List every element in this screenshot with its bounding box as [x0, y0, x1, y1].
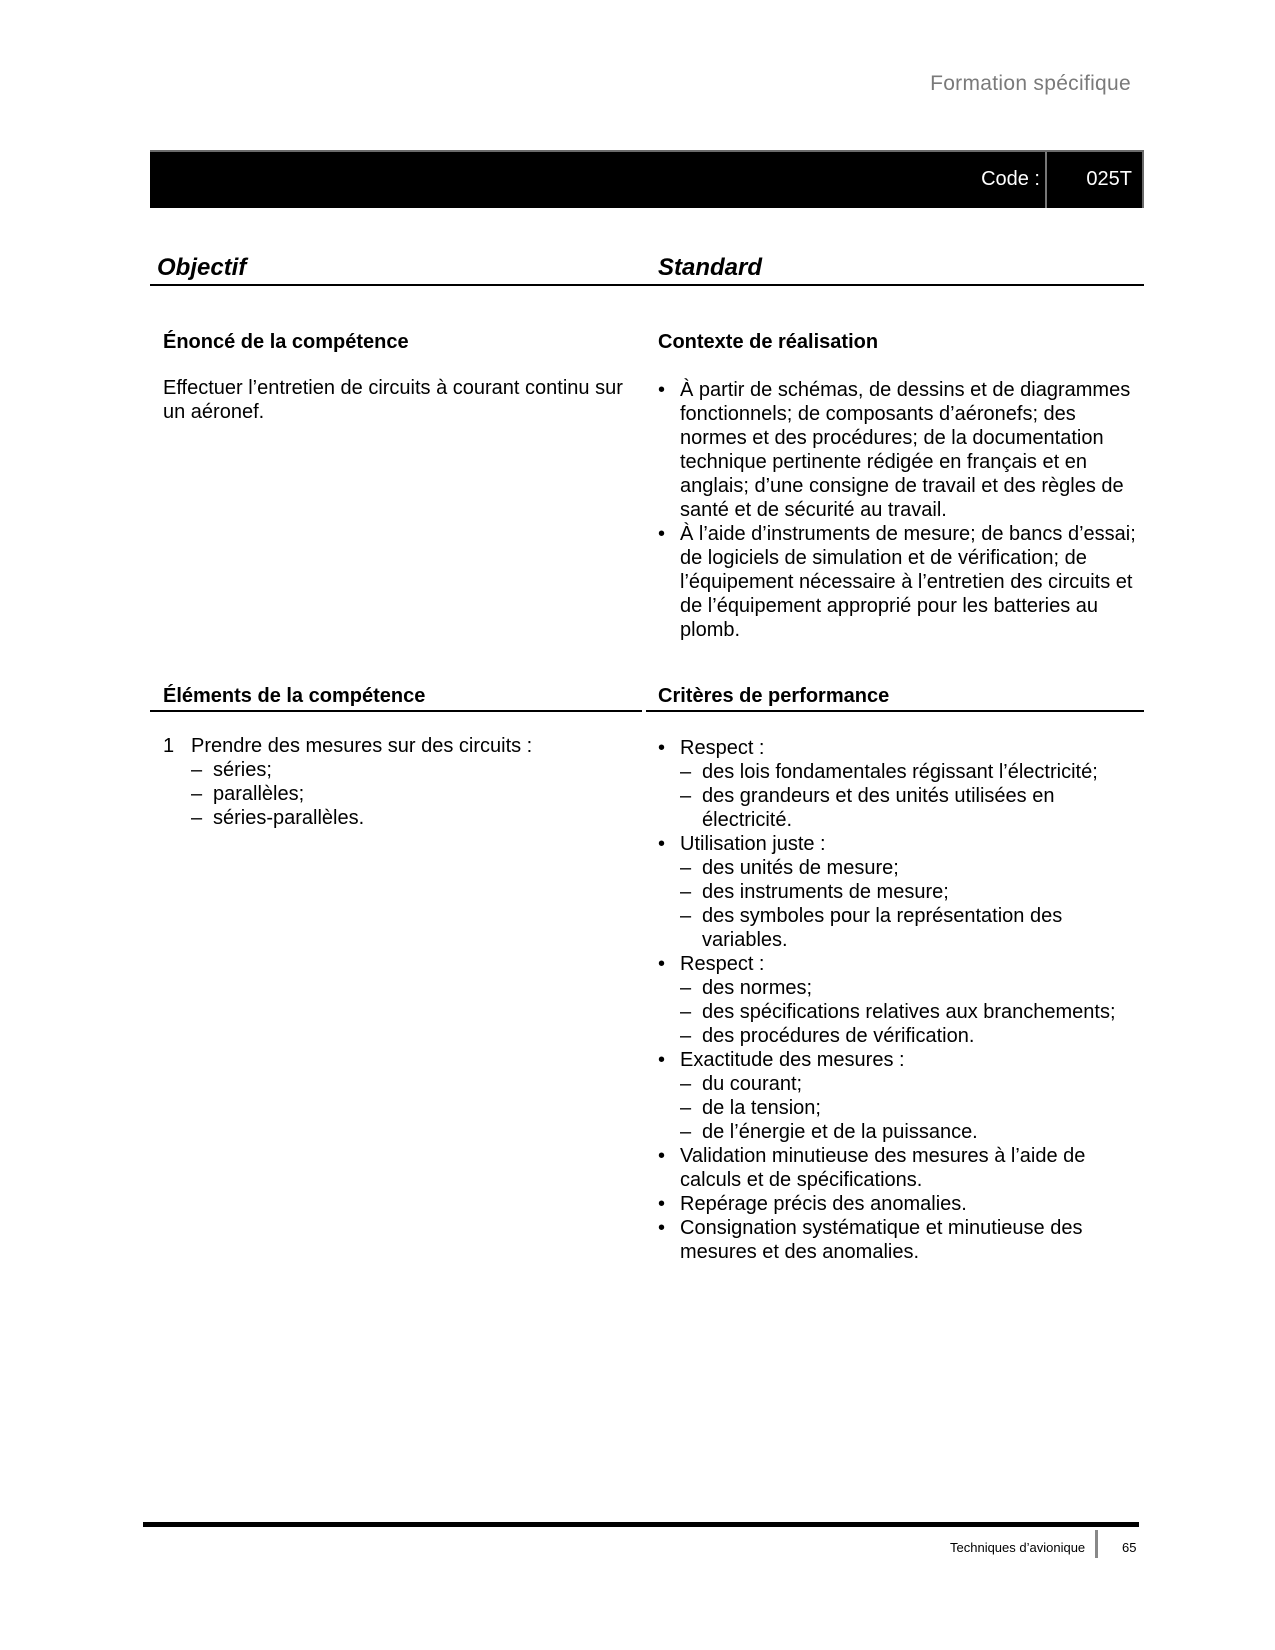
critere-sub-item: – des procédures de vérification.	[680, 1024, 1138, 1048]
critere-text: Repérage précis des anomalies.	[680, 1193, 967, 1215]
heading-rule	[150, 284, 1144, 286]
contexte-title: Contexte de réalisation	[658, 331, 879, 353]
column-heading-objectif: Objectif	[157, 254, 247, 281]
contexte-list	[658, 378, 1138, 642]
column-heading-standard: Standard	[658, 254, 763, 281]
critere-sub-item: – des grandeurs et des unités utilisées en électricité.	[680, 784, 1138, 832]
critere-sub-item: – des normes;	[680, 976, 1138, 1000]
criteres-rule	[646, 710, 1144, 712]
critere-item	[658, 832, 1138, 952]
code-divider	[1045, 152, 1047, 208]
element-item	[163, 734, 633, 830]
critere-sub-item: – de la tension;	[680, 1096, 1138, 1120]
code-label: Code :	[981, 168, 1040, 190]
critere-text: Utilisation juste :	[680, 833, 826, 855]
code-bar	[150, 150, 1144, 208]
element-text: Prendre des mesures sur des circuits :	[191, 735, 533, 757]
critere-text: Consignation systématique et minutieuse des mesures et des anomalies.	[680, 1217, 1083, 1263]
footer-rule	[143, 1522, 1139, 1527]
critere-item	[658, 1216, 1138, 1264]
footer-divider	[1095, 1530, 1098, 1558]
enonce-title: Énoncé de la compétence	[163, 331, 409, 353]
element-number: 1	[163, 735, 175, 757]
critere-sub-item: – des symboles pour la représentation des variables.	[680, 904, 1138, 952]
critere-text: Respect :	[680, 737, 765, 759]
critere-text: Validation minutieuse des mesures à l’aide de calculs et de spécifications.	[680, 1145, 1086, 1191]
critere-item	[658, 1192, 1138, 1216]
enonce-text: Effectuer l’entretien de circuits à courant continu sur un aéronef.	[163, 377, 623, 423]
elements-list	[163, 734, 633, 830]
contexte-item: • À l’aide d’instruments de mesure; de bancs d’essai; de logiciels de simulation et de vérification; de l’équipement nécessaire à l’entretien des circuits et de l’équipement approprié pour les batteries au plomb.	[658, 522, 1138, 642]
element-sub-item: – séries-parallèles.	[191, 806, 633, 830]
elements-rule	[150, 710, 642, 712]
criteres-title: Critères de performance	[658, 685, 890, 707]
critere-sub-item: – de l’énergie et de la puissance.	[680, 1120, 1138, 1144]
contexte-item: • À partir de schémas, de dessins et de diagrammes fonctionnels; de composants d’aéronefs; des normes et des procédures; de la documentation technique pertinente rédigée en français et en anglais; d’une consigne de travail et des règles de santé et de sécurité au travail.	[658, 378, 1138, 522]
page-number: 65	[1122, 1540, 1137, 1555]
critere-text: Exactitude des mesures :	[680, 1049, 905, 1071]
elements-title: Éléments de la compétence	[163, 685, 426, 707]
critere-item	[658, 1144, 1138, 1192]
critere-sub-item: – des lois fondamentales régissant l’électricité;	[680, 760, 1138, 784]
critere-item	[658, 1048, 1138, 1144]
element-sub-item: – séries;	[191, 758, 633, 782]
critere-sub-item: – des instruments de mesure;	[680, 880, 1138, 904]
critere-item	[658, 952, 1138, 1048]
critere-item	[658, 736, 1138, 832]
footer-title: Techniques d’avionique	[950, 1540, 1086, 1555]
header-label: Formation spécifique	[930, 72, 1131, 95]
critere-text: Respect :	[680, 953, 765, 975]
critere-sub-item: – des spécifications relatives aux branchements;	[680, 1000, 1138, 1024]
code-value: 025T	[1086, 168, 1132, 190]
element-sub-item: – parallèles;	[191, 782, 633, 806]
critere-sub-item: – des unités de mesure;	[680, 856, 1138, 880]
critere-sub-item: – du courant;	[680, 1072, 1138, 1096]
criteres-list	[658, 736, 1138, 1264]
